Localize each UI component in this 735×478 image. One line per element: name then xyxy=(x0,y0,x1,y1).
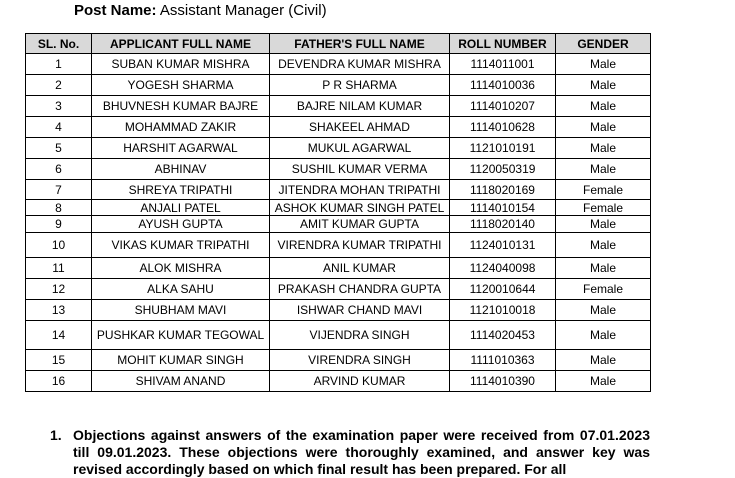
cell-sl-no: 5 xyxy=(26,138,92,159)
cell-applicant-name: AYUSH GUPTA xyxy=(92,216,270,233)
cell-roll-number: 1118020140 xyxy=(450,216,556,233)
table-row xyxy=(26,321,651,350)
cell-father-name: PRAKASH CHANDRA GUPTA xyxy=(270,279,450,300)
cell-sl-no: 16 xyxy=(26,371,92,392)
cell-applicant-name: SHREYA TRIPATHI xyxy=(92,180,270,200)
cell-sl-no: 11 xyxy=(26,258,92,279)
cell-father-name: ANIL KUMAR xyxy=(270,258,450,279)
table-row xyxy=(26,200,651,216)
table-row xyxy=(26,54,651,75)
cell-roll-number: 1114010154 xyxy=(450,200,556,216)
cell-applicant-name: SHIVAM ANAND xyxy=(92,371,270,392)
cell-applicant-name: ABHINAV xyxy=(92,159,270,180)
table-row xyxy=(26,300,651,321)
table-row xyxy=(26,159,651,180)
cell-father-name: ISHWAR CHAND MAVI xyxy=(270,300,450,321)
table-row xyxy=(26,96,651,117)
cell-gender: Male xyxy=(556,75,651,96)
note-text: Objections against answers of the examination paper were received from 07.01.2023 till 09.01.2023. These objections were thoroughly examined, and answer key was revised accordingly based on which final result has been prepared. For all xyxy=(73,427,650,477)
cell-applicant-name: VIKAS KUMAR TRIPATHI xyxy=(92,233,270,258)
cell-gender: Male xyxy=(556,96,651,117)
table-row xyxy=(26,279,651,300)
cell-father-name: MUKUL AGARWAL xyxy=(270,138,450,159)
cell-father-name: DEVENDRA KUMAR MISHRA xyxy=(270,54,450,75)
cell-father-name: VIRENDRA KUMAR TRIPATHI xyxy=(270,233,450,258)
table-row xyxy=(26,75,651,96)
cell-gender: Female xyxy=(556,180,651,200)
cell-father-name: SHAKEEL AHMAD xyxy=(270,117,450,138)
cell-gender: Male xyxy=(556,321,651,350)
cell-sl-no: 10 xyxy=(26,233,92,258)
cell-father-name: VIJENDRA SINGH xyxy=(270,321,450,350)
cell-sl-no: 15 xyxy=(26,350,92,371)
header-row xyxy=(26,34,651,54)
cell-father-name: VIRENDRA SINGH xyxy=(270,350,450,371)
cell-father-name: AMIT KUMAR GUPTA xyxy=(270,216,450,233)
cell-roll-number: 1114010036 xyxy=(450,75,556,96)
cell-sl-no: 12 xyxy=(26,279,92,300)
cell-father-name: ARVIND KUMAR xyxy=(270,371,450,392)
cell-applicant-name: ALKA SAHU xyxy=(92,279,270,300)
note-item xyxy=(50,427,650,478)
cell-father-name: BAJRE NILAM KUMAR xyxy=(270,96,450,117)
cell-roll-number: 1121010191 xyxy=(450,138,556,159)
cell-sl-no: 3 xyxy=(26,96,92,117)
cell-roll-number: 1124040098 xyxy=(450,258,556,279)
cell-gender: Male xyxy=(556,159,651,180)
cell-father-name: JITENDRA MOHAN TRIPATHI xyxy=(270,180,450,200)
cell-applicant-name: SUBAN KUMAR MISHRA xyxy=(92,54,270,75)
cell-sl-no: 9 xyxy=(26,216,92,233)
cell-roll-number: 1114011001 xyxy=(450,54,556,75)
cell-roll-number: 1120010644 xyxy=(450,279,556,300)
cell-applicant-name: SHUBHAM MAVI xyxy=(92,300,270,321)
cell-gender: Male xyxy=(556,371,651,392)
notes-list xyxy=(50,427,650,478)
cell-applicant-name: ALOK MISHRA xyxy=(92,258,270,279)
cell-roll-number: 1124010131 xyxy=(450,233,556,258)
cell-gender: Female xyxy=(556,200,651,216)
cell-roll-number: 1114010207 xyxy=(450,96,556,117)
cell-applicant-name: PUSHKAR KUMAR TEGOWAL xyxy=(92,321,270,350)
header-sl-no: SL. No. xyxy=(26,34,92,54)
cell-gender: Male xyxy=(556,54,651,75)
cell-applicant-name: BHUVNESH KUMAR BAJRE xyxy=(92,96,270,117)
cell-applicant-name: ANJALI PATEL xyxy=(92,200,270,216)
note-number: 1. xyxy=(50,427,62,443)
cell-gender: Male xyxy=(556,117,651,138)
table-row xyxy=(26,350,651,371)
cell-gender: Male xyxy=(556,233,651,258)
post-name-label: Post Name: xyxy=(74,2,157,19)
cell-applicant-name: MOHIT KUMAR SINGH xyxy=(92,350,270,371)
cell-roll-number: 1111010363 xyxy=(450,350,556,371)
cell-sl-no: 1 xyxy=(26,54,92,75)
cell-gender: Male xyxy=(556,300,651,321)
cell-roll-number: 1118020169 xyxy=(450,180,556,200)
table-row xyxy=(26,371,651,392)
table-row xyxy=(26,117,651,138)
cell-roll-number: 1114020453 xyxy=(450,321,556,350)
cell-applicant-name: MOHAMMAD ZAKIR xyxy=(92,117,270,138)
cell-sl-no: 6 xyxy=(26,159,92,180)
cell-roll-number: 1120050319 xyxy=(450,159,556,180)
cell-sl-no: 13 xyxy=(26,300,92,321)
cell-sl-no: 8 xyxy=(26,200,92,216)
cell-father-name: ASHOK KUMAR SINGH PATEL xyxy=(270,200,450,216)
table-row xyxy=(26,138,651,159)
header-father-name: FATHER'S FULL NAME xyxy=(270,34,450,54)
cell-sl-no: 2 xyxy=(26,75,92,96)
post-name-value: Assistant Manager (Civil) xyxy=(159,2,327,19)
cell-applicant-name: YOGESH SHARMA xyxy=(92,75,270,96)
table-row xyxy=(26,180,651,200)
cell-sl-no: 14 xyxy=(26,321,92,350)
header-applicant-name: APPLICANT FULL NAME xyxy=(92,34,270,54)
table-row xyxy=(26,233,651,258)
cell-roll-number: 1114010390 xyxy=(450,371,556,392)
header-gender: GENDER xyxy=(556,34,651,54)
cell-gender: Male xyxy=(556,138,651,159)
cell-sl-no: 7 xyxy=(26,180,92,200)
cell-applicant-name: HARSHIT AGARWAL xyxy=(92,138,270,159)
cell-gender: Male xyxy=(556,216,651,233)
post-name-line xyxy=(74,1,327,21)
cell-roll-number: 1114010628 xyxy=(450,117,556,138)
table-row xyxy=(26,258,651,279)
cell-gender: Male xyxy=(556,258,651,279)
cell-father-name: SUSHIL KUMAR VERMA xyxy=(270,159,450,180)
results-table xyxy=(25,33,651,392)
cell-gender: Male xyxy=(556,350,651,371)
cell-roll-number: 1121010018 xyxy=(450,300,556,321)
cell-gender: Female xyxy=(556,279,651,300)
header-roll-number: ROLL NUMBER xyxy=(450,34,556,54)
cell-father-name: P R SHARMA xyxy=(270,75,450,96)
table-row xyxy=(26,216,651,233)
cell-sl-no: 4 xyxy=(26,117,92,138)
